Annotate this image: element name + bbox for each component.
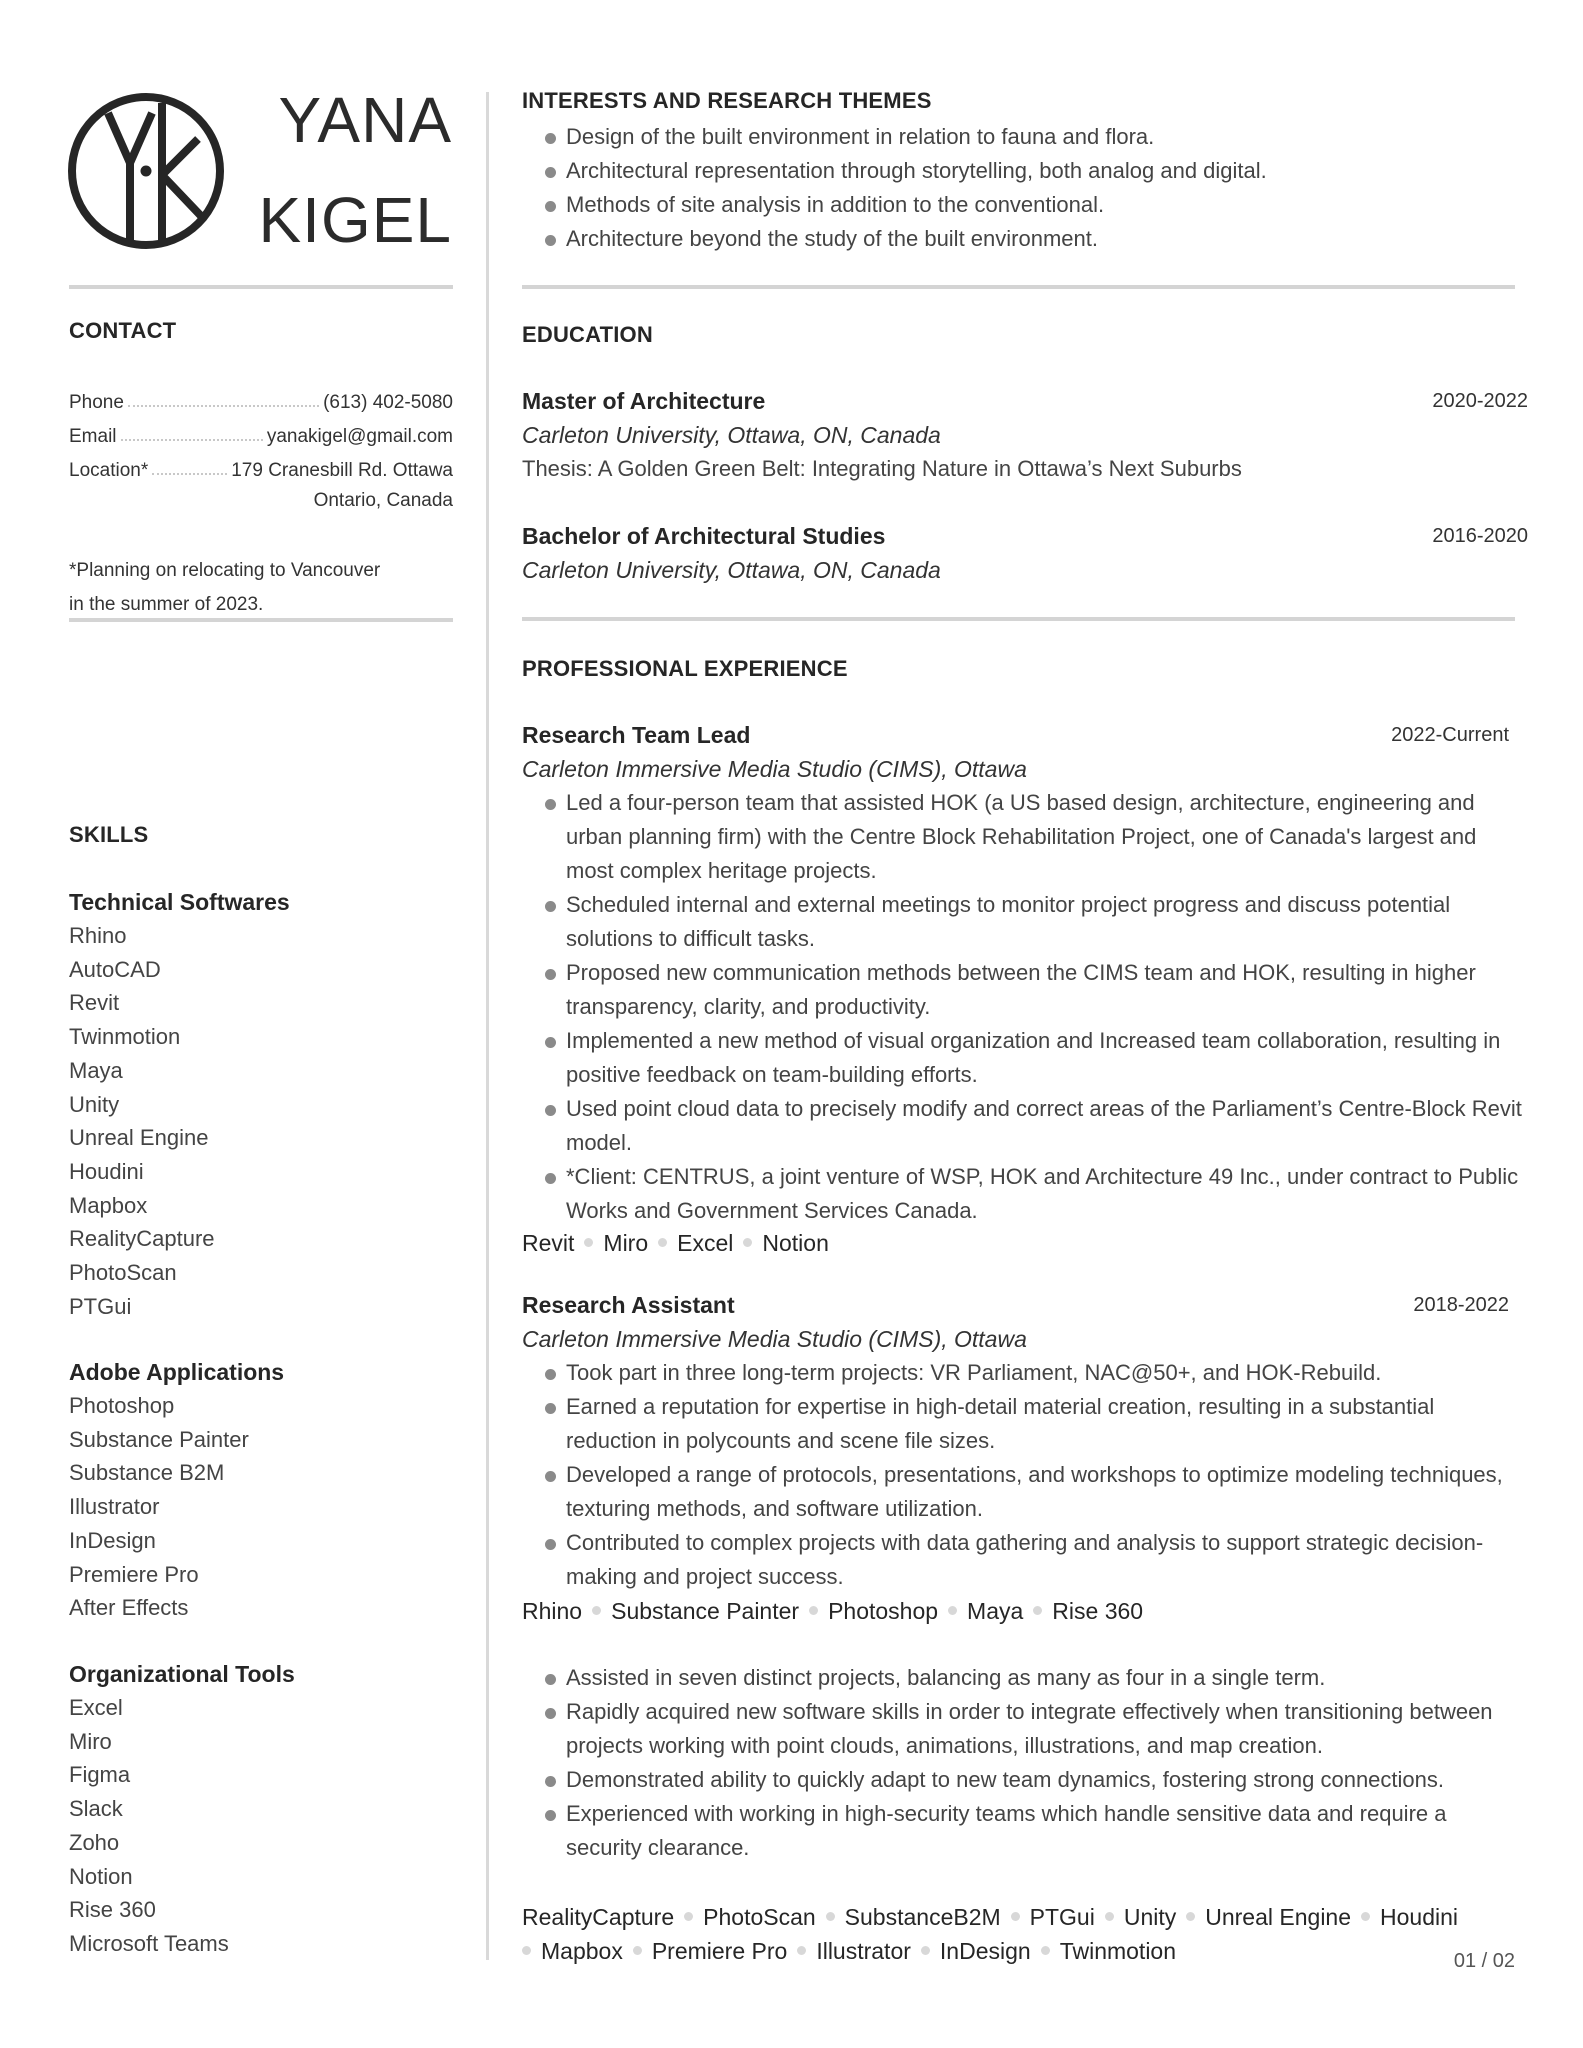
tool-tag: Excel (677, 1230, 734, 1256)
tool-tag: Rhino (522, 1598, 583, 1624)
tool-tag: Houdini (1380, 1904, 1459, 1930)
skills-heading: SKILLS (69, 822, 149, 847)
job-bullet: Contributed to complex projects with data gathering and analysis to support strategic decision-making and project success. (522, 1526, 1522, 1594)
job-bullet: Earned a reputation for expertise in high-detail material creation, resulting in a substantial reduction in polycounts and scene file sizes. (522, 1390, 1522, 1458)
column-divider (486, 92, 489, 1960)
divider (522, 617, 1515, 621)
skill-item: PhotoScan (69, 1260, 177, 1286)
adobe-skills-group (69, 1355, 449, 1625)
tool-tag: Unreal Engine (1205, 1904, 1352, 1930)
interests-heading: INTERESTS AND RESEARCH THEMES (522, 88, 932, 113)
skill-item: Illustrator (69, 1494, 160, 1520)
separator-dot (1011, 1912, 1020, 1921)
org-tools-list (69, 1691, 449, 1961)
job-bullet: Used point cloud data to precisely modify and correct areas of the Parliament’s Centre-Block Revit model. (522, 1092, 1522, 1160)
job-bullet: Proposed new communication methods between the CIMS team and HOK, resulting in higher transparency, clarity, and productivity. (522, 956, 1522, 1024)
phone-value[interactable]: (613) 402-5080 (323, 392, 453, 413)
separator-dot (658, 1238, 667, 1247)
separator-dot (743, 1238, 752, 1247)
skill-item: Houdini (69, 1158, 144, 1184)
job-dates: 2018-2022 (1413, 1294, 1509, 1316)
adobe-skills-title: Adobe Applications (69, 1359, 285, 1385)
skill-item: Unity (69, 1091, 120, 1117)
tool-tag: Mapbox (541, 1938, 623, 1964)
skill-item: RealityCapture (69, 1226, 215, 1252)
separator-dot (584, 1238, 593, 1247)
skill-item: AutoCAD (69, 956, 161, 982)
separator-dot (684, 1912, 693, 1921)
skill-item: Excel (69, 1695, 123, 1720)
job-organization: Carleton Immersive Media Studio (CIMS), Ottawa (522, 1326, 1027, 1352)
separator-dot (921, 1946, 930, 1955)
separator-dot (1186, 1912, 1195, 1921)
tool-tag: Premiere Pro (651, 1938, 788, 1964)
skill-item: Figma (69, 1762, 131, 1788)
job-bullet: Developed a range of protocols, presentations, and workshops to optimize modeling techniques, texturing methods, and software utilization. (522, 1458, 1522, 1526)
tool-tag: SubstanceB2M (844, 1904, 1001, 1930)
skill-item: Unreal Engine (69, 1125, 209, 1151)
skill-item: Slack (69, 1796, 123, 1822)
tool-tag: PTGui (1029, 1904, 1095, 1930)
relocation-note-line: in the summer of 2023. (69, 594, 264, 615)
skill-item: InDesign (69, 1527, 156, 1553)
skill-item: PTGui (69, 1293, 132, 1319)
contact-location-row (69, 448, 453, 482)
degree-dates: 2020-2022 (1432, 390, 1528, 412)
job-tools (522, 1594, 1143, 1628)
location-value: 179 Cranesbill Rd. Ottawa (231, 460, 453, 481)
first-name: YANA (278, 84, 452, 156)
location-value-continued: Ontario, Canada (313, 490, 453, 511)
job-tools (522, 1934, 1176, 1968)
email-label: Email (69, 426, 117, 447)
dot-leader (128, 405, 319, 407)
divider (522, 285, 1515, 289)
interest-item: Architectural representation through storytelling, both analog and digital. (522, 154, 1522, 188)
skill-item: Rise 360 (69, 1897, 156, 1923)
separator-dot (809, 1606, 818, 1615)
org-tools-group (69, 1657, 449, 1961)
skill-item: Premiere Pro (69, 1561, 199, 1587)
tool-tag: InDesign (939, 1938, 1031, 1964)
tool-tag: Rise 360 (1052, 1598, 1144, 1624)
separator-dot (522, 1946, 531, 1955)
interests-list (522, 120, 1522, 256)
separator-dot (1361, 1912, 1370, 1921)
tool-tag: Unity (1123, 1904, 1177, 1930)
tool-tag: PhotoScan (703, 1904, 816, 1930)
skill-item: Miro (69, 1728, 112, 1754)
skill-item: Microsoft Teams (69, 1930, 229, 1956)
yk-monogram-logo (66, 91, 226, 251)
job-bullet: *Client: CENTRUS, a joint venture of WSP, HOK and Architecture 49 Inc., under contract to Public Works and Government Services Canada. (522, 1160, 1522, 1228)
skill-item: Substance Painter (69, 1426, 249, 1452)
job-bullets (522, 1356, 1522, 1594)
skill-item: Substance B2M (69, 1460, 225, 1486)
separator-dot (1105, 1912, 1114, 1921)
job-title: Research Team Lead (522, 722, 751, 748)
contact-heading: CONTACT (69, 318, 177, 343)
relocation-note (69, 554, 453, 622)
tool-tag: Maya (967, 1598, 1024, 1624)
skill-item: Photoshop (69, 1393, 175, 1418)
separator-dot (592, 1606, 601, 1615)
degree-title: Bachelor of Architectural Studies (522, 523, 886, 549)
tool-tag: Illustrator (816, 1938, 911, 1964)
job-bullet: Demonstrated ability to quickly adapt to new team dynamics, fostering strong connections. (522, 1763, 1522, 1797)
school-name: Carleton University, Ottawa, ON, Canada (522, 422, 941, 448)
separator-dot (1041, 1946, 1050, 1955)
tool-tag: Notion (762, 1230, 829, 1256)
page-number: 01 / 02 (1453, 1950, 1515, 1972)
relocation-note-line: *Planning on relocating to Vancouver (69, 560, 381, 581)
adobe-skills-list (69, 1389, 449, 1625)
separator-dot (948, 1606, 957, 1615)
job-bullet: Assisted in seven distinct projects, balancing as many as four in a single term. (522, 1661, 1522, 1695)
job-bullets (522, 1661, 1522, 1865)
degree-dates: 2016-2020 (1432, 525, 1528, 547)
job-tools (522, 1226, 829, 1260)
separator-dot (797, 1946, 806, 1955)
interest-item: Methods of site analysis in addition to the conventional. (522, 188, 1522, 222)
skill-item: Revit (69, 990, 120, 1016)
skill-item: Zoho (69, 1829, 120, 1855)
job-organization: Carleton Immersive Media Studio (CIMS), Ottawa (522, 756, 1027, 782)
separator-dot (826, 1912, 835, 1921)
separator-dot (633, 1946, 642, 1955)
tool-tag: Substance Painter (611, 1598, 800, 1624)
email-value[interactable]: yanakigel@gmail.com (266, 426, 453, 447)
school-name: Carleton University, Ottawa, ON, Canada (522, 557, 941, 583)
location-label: Location* (69, 460, 149, 481)
job-bullet: Experienced with working in high-security teams which handle sensitive data and require a security clearance. (522, 1797, 1522, 1865)
dot-leader (121, 439, 263, 441)
interest-item: Architecture beyond the study of the built environment. (522, 222, 1522, 256)
contact-phone-row (69, 380, 453, 414)
job-dates: 2022-Current (1391, 724, 1509, 746)
degree-title: Master of Architecture (522, 388, 766, 414)
skill-item: Notion (69, 1863, 133, 1889)
technical-skills-title: Technical Softwares (69, 889, 290, 915)
job-bullet: Led a four-person team that assisted HOK (a US based design, architecture, engineering and urban planning firm) with the Centre Block Rehabilitation Project, one of Canada's largest and most complex heritage projects. (522, 786, 1522, 888)
technical-skills-group (69, 885, 449, 1323)
job-bullet: Implemented a new method of visual organization and Increased team collaboration, resulting in positive feedback on team-building efforts. (522, 1024, 1522, 1092)
separator-dot (1033, 1606, 1042, 1615)
tool-tag: Revit (522, 1230, 575, 1256)
phone-label: Phone (69, 392, 124, 413)
job-bullet: Scheduled internal and external meetings to monitor project progress and discuss potential solutions to difficult tasks. (522, 888, 1522, 956)
job-tools (522, 1900, 1458, 1934)
interest-item: Design of the built environment in relation to fauna and flora. (522, 120, 1522, 154)
job-bullet: Took part in three long-term projects: VR Parliament, NAC@50+, and HOK-Rebuild. (522, 1356, 1522, 1390)
skill-item: Rhino (69, 923, 127, 948)
dot-leader (152, 473, 227, 475)
skill-item: Twinmotion (69, 1024, 181, 1050)
tool-tag: RealityCapture (522, 1904, 675, 1930)
thesis-title: Thesis: A Golden Green Belt: Integrating Nature in Ottawa’s Next Suburbs (522, 456, 1242, 481)
skill-item: After Effects (69, 1595, 189, 1621)
job-bullet: Rapidly acquired new software skills in order to integrate effectively when transitioning between projects working with point clouds, animations, illustrations, and map creation. (522, 1695, 1522, 1763)
job-title: Research Assistant (522, 1292, 735, 1318)
divider (69, 618, 453, 622)
tool-tag: Photoshop (828, 1598, 939, 1624)
org-tools-title: Organizational Tools (69, 1661, 295, 1687)
contact-email-row (69, 414, 453, 448)
experience-heading: PROFESSIONAL EXPERIENCE (522, 656, 848, 681)
skill-item: Mapbox (69, 1192, 148, 1218)
tool-tag: Twinmotion (1059, 1938, 1177, 1964)
divider (69, 285, 453, 289)
skill-item: Maya (69, 1057, 123, 1083)
education-heading: EDUCATION (522, 322, 653, 347)
technical-skills-list (69, 919, 449, 1323)
tool-tag: Miro (603, 1230, 649, 1256)
last-name: KIGEL (258, 184, 452, 256)
job-bullets (522, 786, 1522, 1228)
